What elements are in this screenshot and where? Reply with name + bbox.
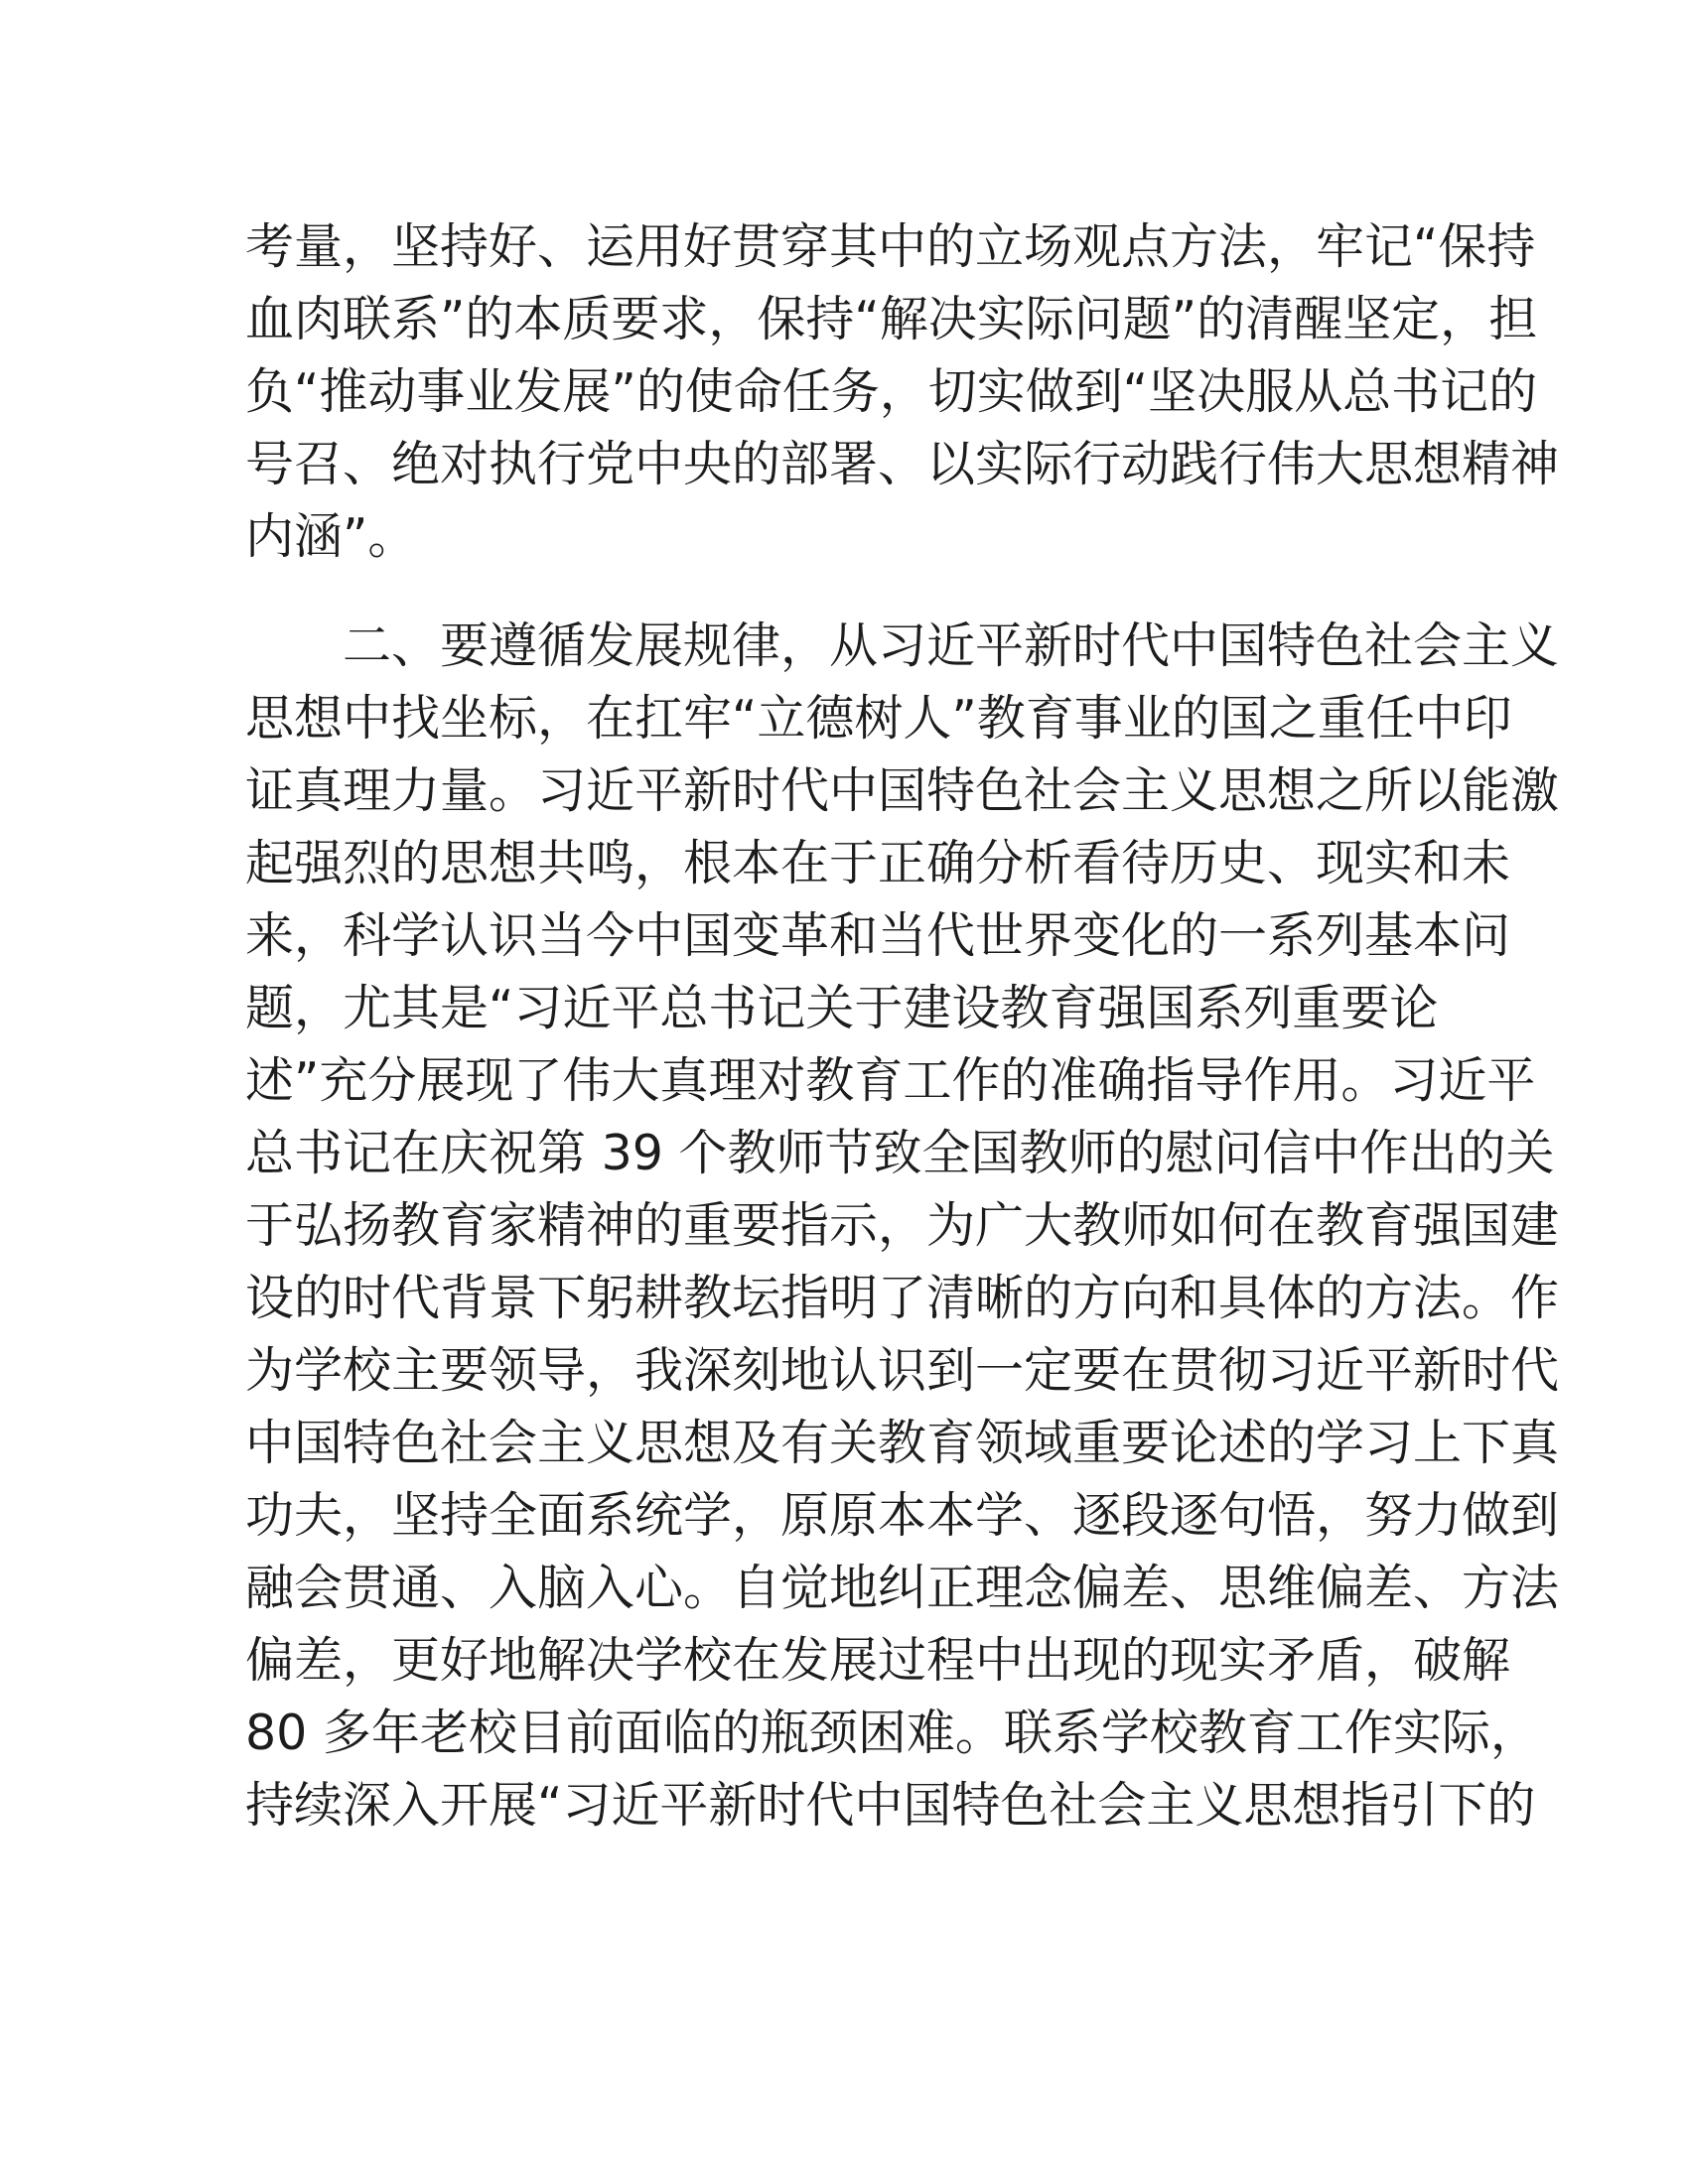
text-line: 述”充分展现了伟大真理对教育工作的准确指导作用。习近平 xyxy=(245,1052,1536,1109)
text-line: 题，尤其是“习近平总书记关于建设教育强国系列重要论 xyxy=(245,980,1439,1036)
text-line: 负“推动事业发展”的使命任务，切实做到“坚决服从总书记的 xyxy=(245,363,1538,420)
text-line: 设的时代背景下躬耕教坛指明了清晰的方向和具体的方法。作 xyxy=(245,1270,1560,1326)
text-line: 80 多年老校目前面临的瓶颈困难。联系学校教育工作实际， xyxy=(245,1705,1539,1761)
text-line: 血肉联系”的本质要求，保持“解决实际问题”的清醒坚定，担 xyxy=(245,291,1538,347)
text-line: 二、要遵循发展规律，从习近平新时代中国特色社会主义 xyxy=(343,617,1560,674)
text-line: 为学校主要领导，我深刻地认识到一定要在贯彻习近平新时代 xyxy=(245,1342,1560,1399)
paragraph-section-two xyxy=(245,610,1560,1842)
text-line: 融会贯通、入脑入心。自觉地纠正理念偏差、思维偏差、方法 xyxy=(245,1560,1560,1616)
text-line: 持续深入开展“习近平新时代中国特色社会主义思想指引下的 xyxy=(245,1777,1536,1834)
text-line: 号召、绝对执行党中央的部署、以实际行动践行伟大思想精神 xyxy=(245,436,1560,492)
text-line: 中国特色社会主义思想及有关教育领域重要论述的学习上下真 xyxy=(245,1415,1560,1471)
text-line: 起强烈的思想共鸣，根本在于正确分析看待历史、现实和未 xyxy=(245,835,1511,891)
text-line: 内涵”。 xyxy=(245,508,417,565)
text-line: 来，科学认识当今中国变革和当代世界变化的一系列基本问 xyxy=(245,907,1511,964)
text-line: 于弘扬教育家精神的重要指示，为广大教师如何在教育强国建 xyxy=(245,1197,1560,1254)
text-line: 总书记在庆祝第 39 个教师节致全国教师的慰问信中作出的关 xyxy=(245,1125,1555,1181)
text-line: 思想中找坐标，在扛牢“立德树人”教育事业的国之重任中印 xyxy=(245,690,1512,747)
paragraph-continuation xyxy=(245,210,1560,573)
text-line: 证真理力量。习近平新时代中国特色社会主义思想之所以能激 xyxy=(245,762,1560,819)
text-line: 功夫，坚持全面系统学，原原本本学、逐段逐句悟，努力做到 xyxy=(245,1487,1560,1544)
text-line: 偏差，更好地解决学校在发展过程中出现的现实矛盾，破解 xyxy=(245,1632,1511,1689)
text-line: 考量，坚持好、运用好贯穿其中的立场观点方法，牢记“保持 xyxy=(245,218,1536,275)
